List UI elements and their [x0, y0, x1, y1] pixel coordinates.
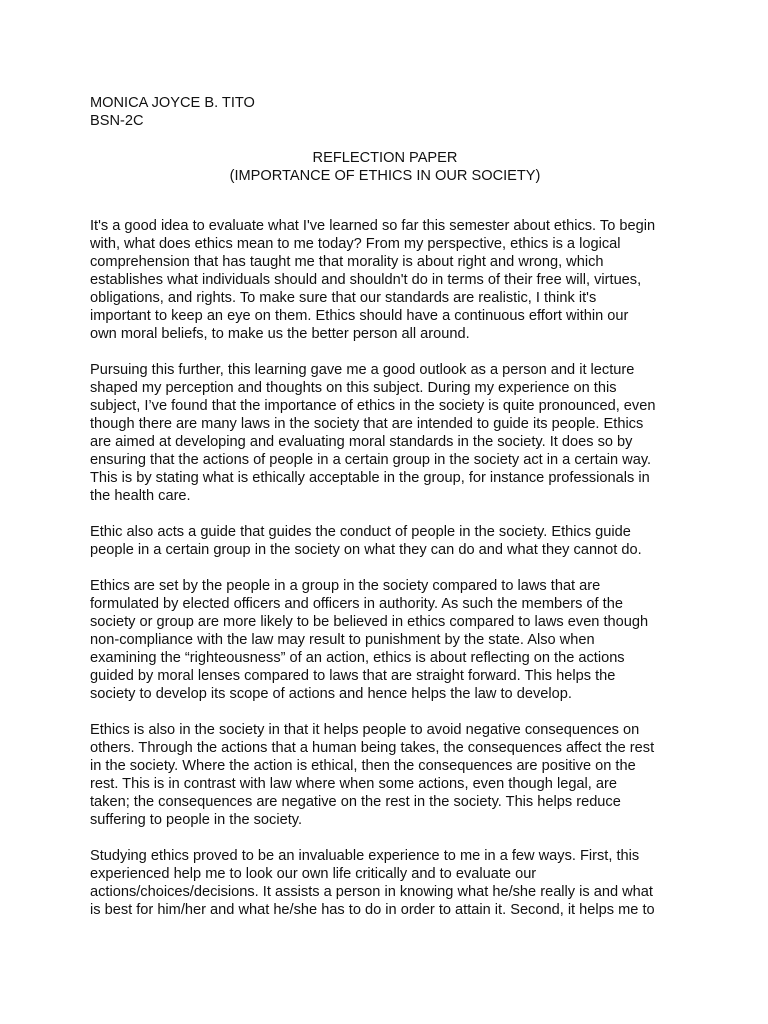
- document-page: [90, 94, 680, 937]
- paragraph-1: It's a good idea to evaluate what I've learned so far this semester about ethics. To begin with, what does ethics mean to me today? From my perspective, ethics is a logical comprehension that has taught me that morality is about right and wrong, which establishes what individuals should and shouldn't do in terms of their free will, virtues, obligations, and rights. To make sure that our standards are realistic, I think it's important to keep an eye on them. Ethics should have a continuous effort within our own moral beliefs, to make us the better person all around.: [90, 218, 656, 342]
- author-block: [90, 94, 680, 130]
- title-block: [90, 149, 680, 185]
- paper-subtitle: (IMPORTANCE OF ETHICS IN OUR SOCIETY): [229, 168, 541, 184]
- paragraph-6: Studying ethics proved to be an invaluable experience to me in a few ways. First, this experienced help me to look our own life critically and to evaluate our actions/choices/decisions. It assists a person in knowing what he/she really is and what is best for him/her and what he/she has to do in order to attain it. Second, it helps me to: [90, 848, 655, 918]
- paragraph-5: Ethics is also in the society in that it helps people to avoid negative consequences on others. Through the actions that a human being takes, the consequences affect the rest in the society. Where the action is ethical, then the consequences are positive on the rest. This is in contrast with law where when some actions, even though legal, are taken; the consequences are negative on the rest in the society. This helps reduce suffering to people in the society.: [90, 722, 655, 828]
- paragraph-4: Ethics are set by the people in a group in the society compared to laws that are formulated by elected officers and officers in authority. As such the members of the society or group are more likely to be believed in ethics compared to laws even though non-compliance with the law may result to punishment by the state. Also when examining the “righteousness” of an action, ethics is about reflecting on the actions guided by moral lenses compared to laws that are straight forward. This helps the society to develop its scope of actions and hence helps the law to develop.: [90, 578, 649, 702]
- paragraph-2: Pursuing this further, this learning gave me a good outlook as a person and it lecture shaped my perception and thoughts on this subject. During my experience on this subject, I’ve found that the importance of ethics in the society is quite pronounced, even though there are many laws in the society that are intended to guide its people. Ethics are aimed at developing and evaluating moral standards in the society. It does so by ensuring that the actions of people in a certain group in the society act in a certain way. This is by stating what is ethically acceptable in the group, for instance professionals in the health care.: [90, 362, 656, 504]
- paragraph-3: Ethic also acts a guide that guides the conduct of people in the society. Ethics guide people in a certain group in the society on what they can do and what they cannot do.: [90, 524, 642, 558]
- author-section: BSN-2C: [90, 113, 144, 129]
- paper-title: REFLECTION PAPER: [312, 150, 458, 166]
- author-name: MONICA JOYCE B. TITO: [90, 95, 255, 111]
- body-text: [90, 217, 680, 919]
